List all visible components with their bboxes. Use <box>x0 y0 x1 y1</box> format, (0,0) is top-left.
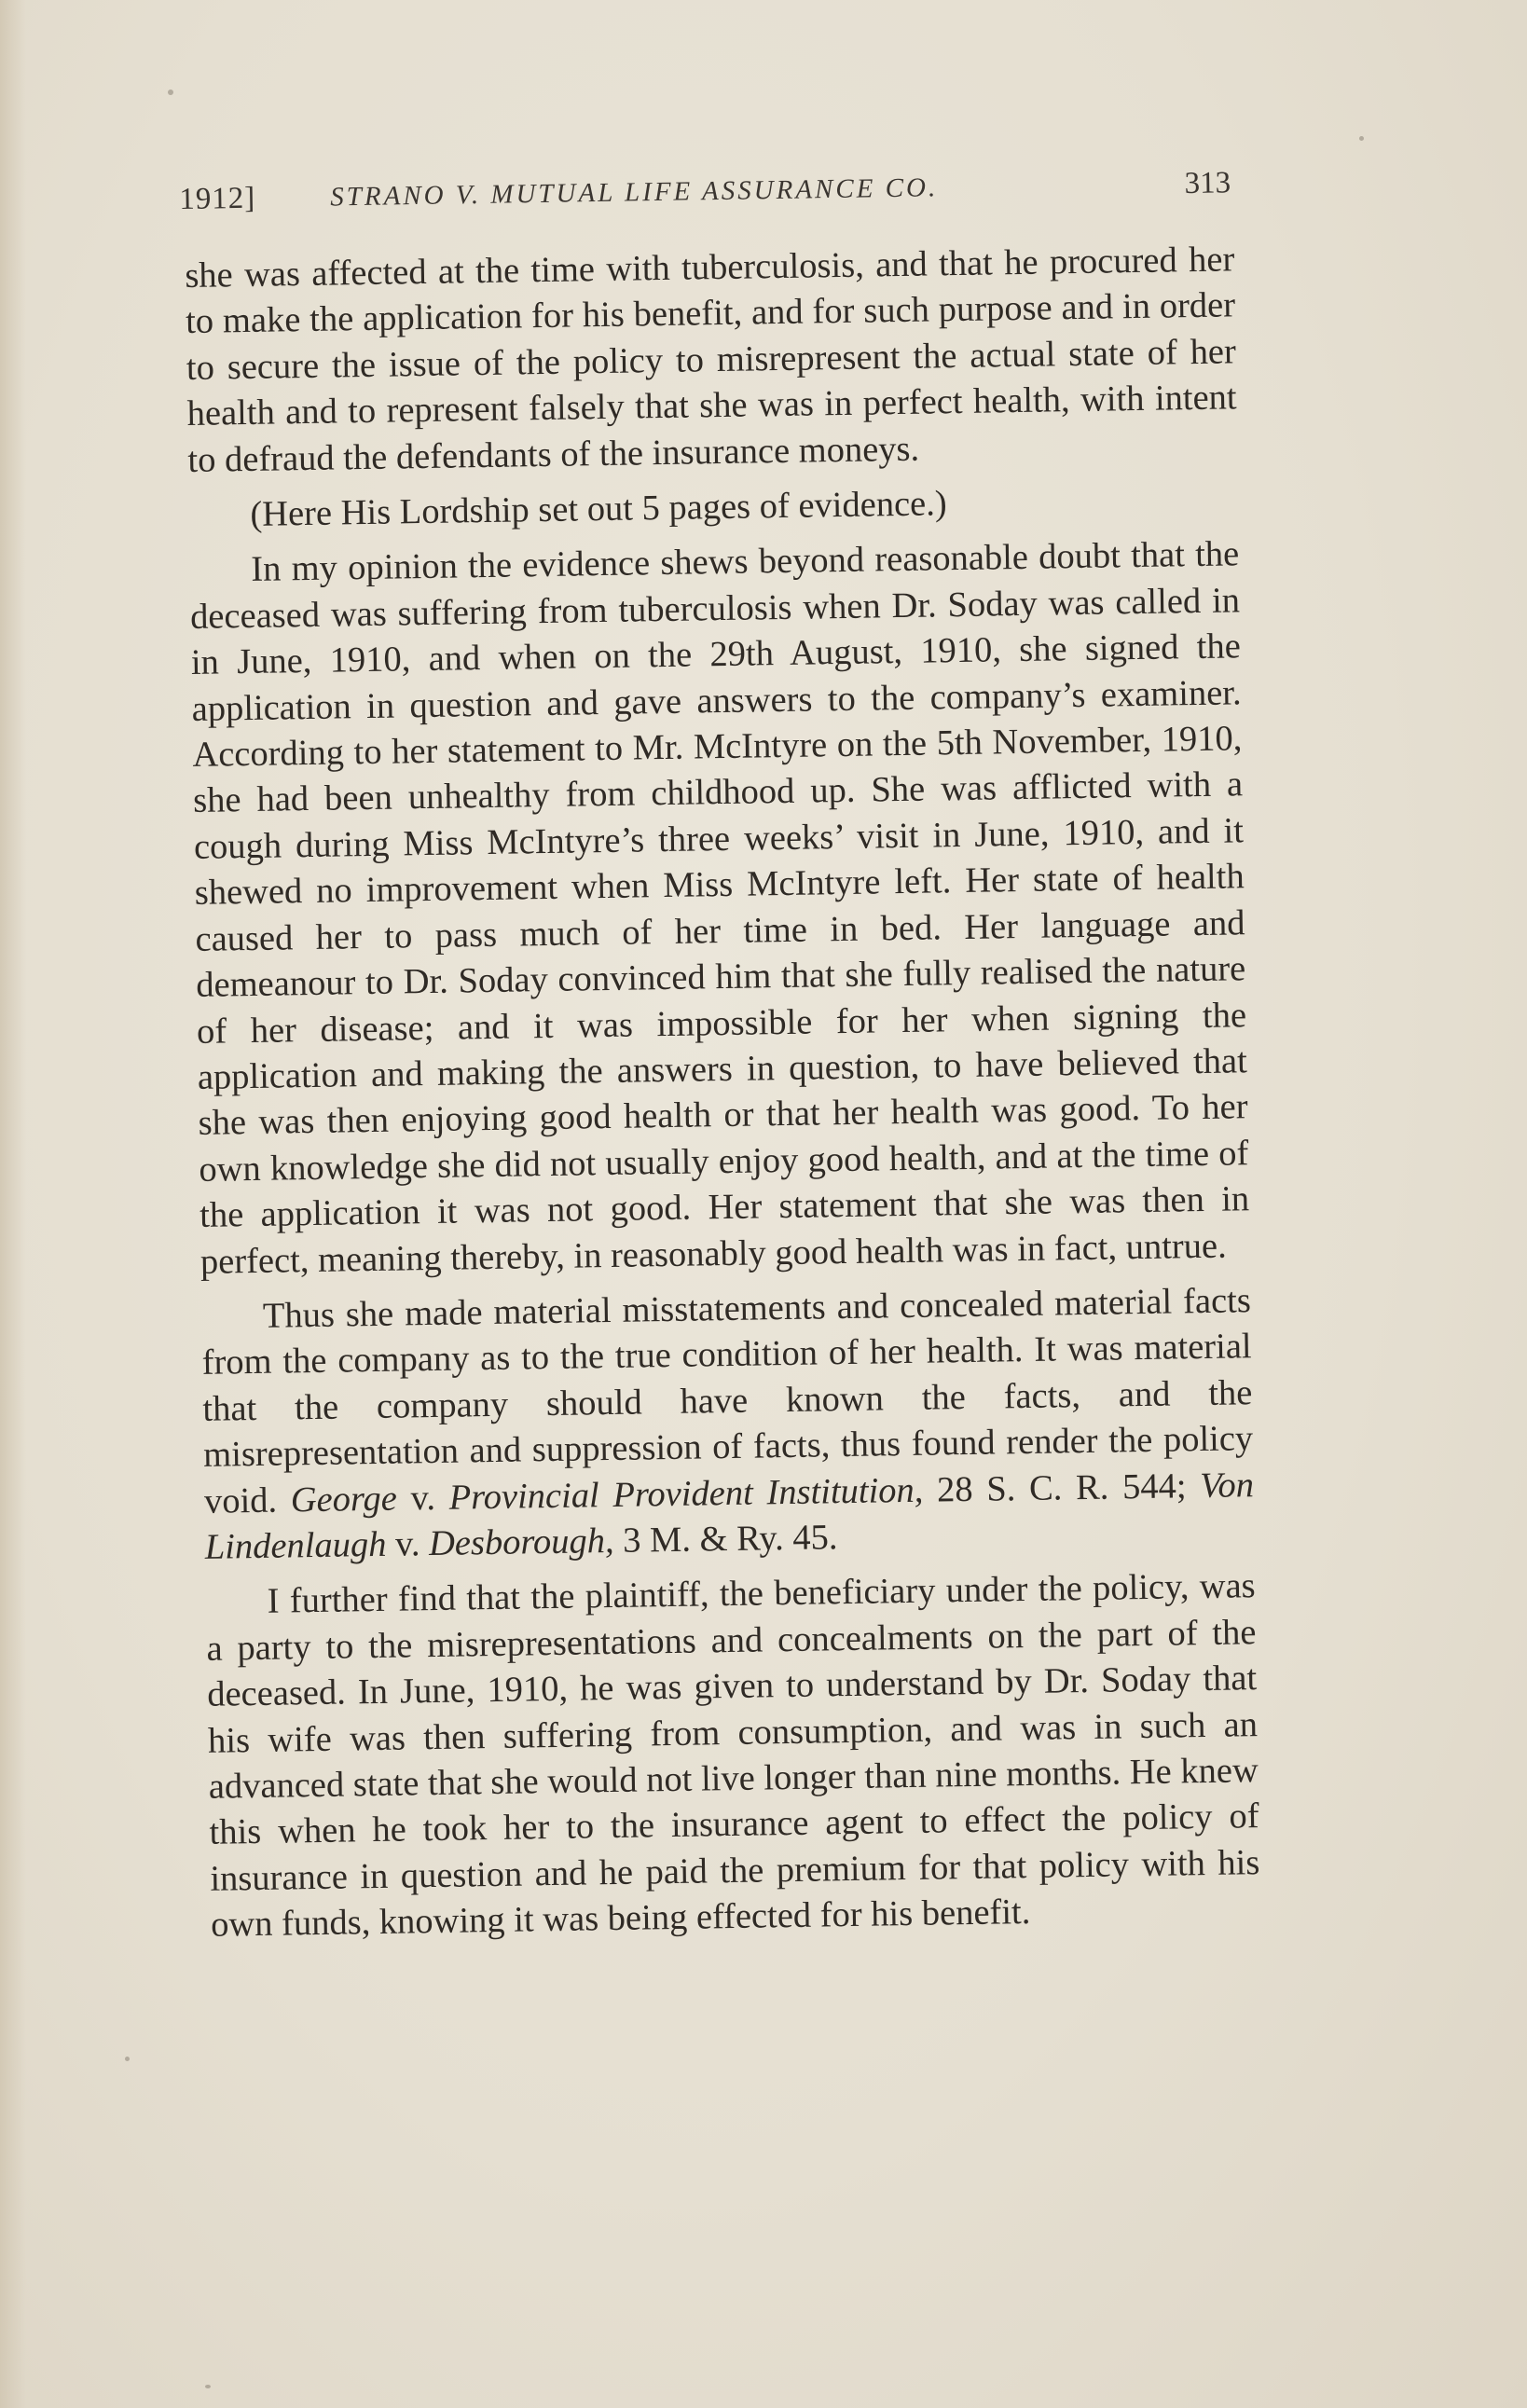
paragraph-text: (Here His Lordship set out 5 pages of evidence.) <box>250 484 947 534</box>
page-left-edge-shadow <box>0 0 26 2408</box>
paragraph <box>188 476 1239 539</box>
body-text <box>185 237 1266 2257</box>
paragraph-text: Thus she made material misstatements and concealed material facts from the company as to the true condition of her health. It was material that the company should have known the facts, and the misrepresentation and suppression of facts, thus found render the policy void. <box>201 1281 1254 1521</box>
case-citation-text: Desborough, <box>428 1520 614 1564</box>
paragraph-text: v. <box>396 1478 449 1519</box>
paper-speck <box>1359 136 1364 141</box>
header-page-number: 313 <box>1184 166 1231 201</box>
header-year: 1912] <box>179 181 256 216</box>
paragraph-text: I further find that the plaintiff, the beneficiary under the policy, was a party to the misrepresentations and concealments on the part of the deceased. In June, 1910, he was given to understand by Dr. Soday that his wife was then suffering from consumption, and was in such an advanced state that she would not live longer than nine months. He knew this when he took her to the insurance agent to effect the policy of insurance in question and he paid the premium for that policy with his own funds, knowing it was being effected for his benefit. <box>206 1566 1260 1945</box>
header-running-title: STRANO V. MUTUAL LIFE ASSURANCE CO. <box>330 172 939 213</box>
case-citation-text: Von Lindenlaugh <box>204 1465 1255 1567</box>
paper-speck <box>125 2057 130 2061</box>
paper-speck <box>205 2385 211 2388</box>
paragraph <box>201 1278 1256 1571</box>
case-citation-text: Provincial Provident Institution, <box>448 1470 924 1518</box>
paragraph <box>185 237 1238 484</box>
paper-speck <box>168 89 173 95</box>
paragraph-text: v. <box>386 1524 430 1564</box>
paragraph-text: she was affected at the time with tuberculosis, and that he procured her to make the application for his benefit, and for such purpose and in order to secure the issue of the policy to misrepresent the actual state of her health and to represent falsely that she was in perfect health, with intent to defraud the defendants of the insurance moneys. <box>185 240 1237 480</box>
paragraph-text: 3 M. & Ry. 45. <box>613 1518 838 1561</box>
case-citation-text: George <box>290 1479 398 1520</box>
paragraph <box>189 532 1250 1286</box>
running-header <box>179 166 1231 227</box>
paragraph-text: 28 S. C. R. 544; <box>923 1465 1201 1510</box>
paragraph <box>205 1564 1260 1949</box>
paragraph-text: In my opinion the evidence shews beyond reasonable doubt that the deceased was suffering from tuberculosis when Dr. Soday was called in in June, 1910, and when on the 29th August, 1910, she signed the application in question and gave answers to the company’s examiner. According to her statement to Mr. McIntyre on the 5th November, 1910, she had been unhealthy from childhood up. She was afflicted with a cough during Miss McIntyre’s three weeks’ visit in June, 1910, and it shewed no improvement when Miss McIntyre left. Her state of health caused her to pass much of her time in bed. Her language and demeanour to Dr. Soday convinced him that she fully realised the nature of her disease; and it was impossible for her when signing the application and making the answers in question, to have believed that she was then enjoying good health or that her health was good. To her own knowledge she did not usually enjoy good health, and at the time of the application it was not good. Her statement that she was then in perfect, meaning thereby, in reasonably good health was in fact, untrue. <box>189 534 1250 1282</box>
